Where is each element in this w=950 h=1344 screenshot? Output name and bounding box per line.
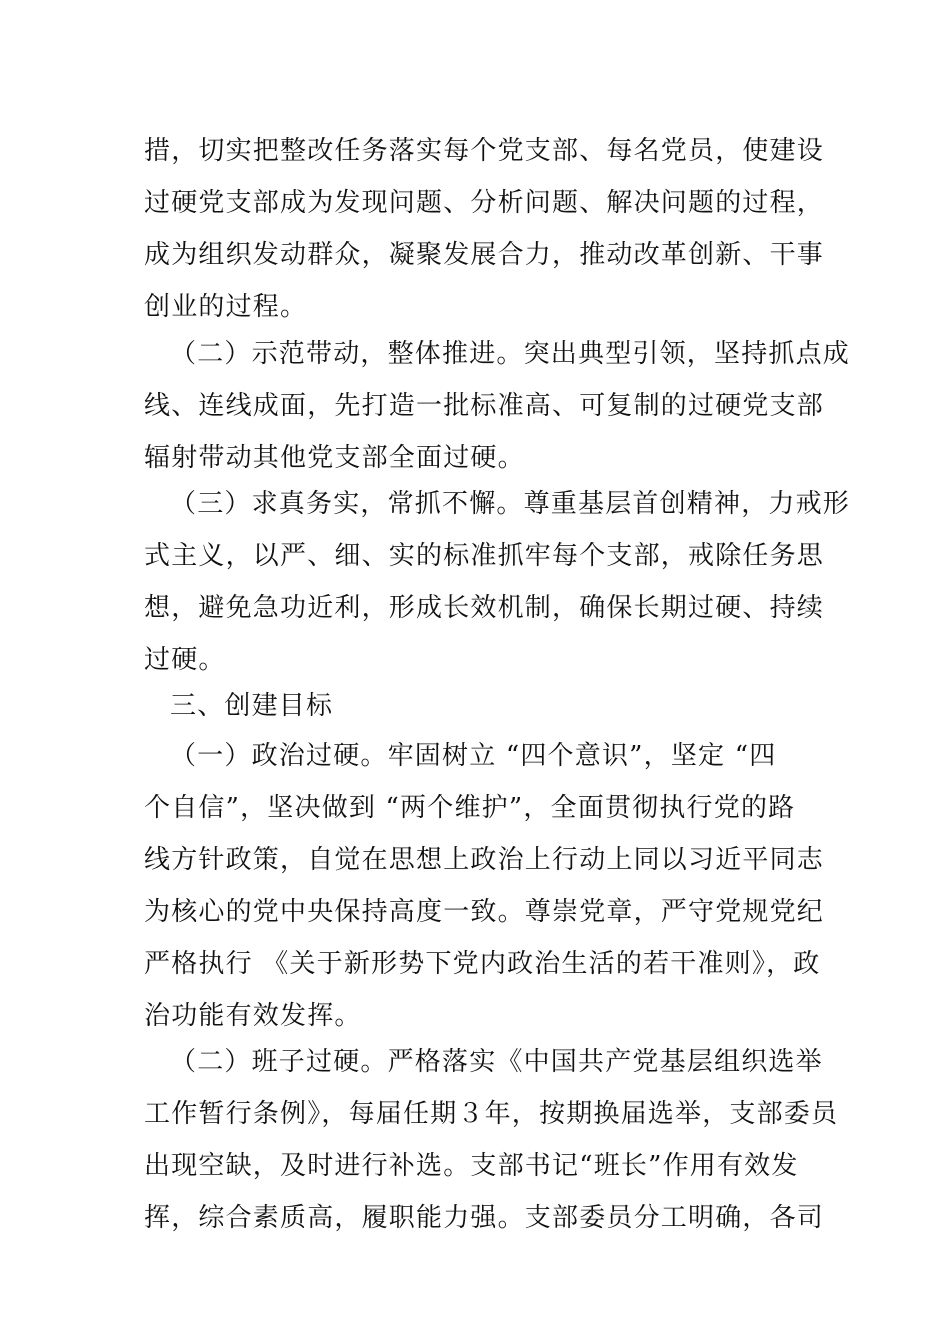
text-line: 式主义，以严、细、实的标准抓牢每个支部，戒除任务思: [144, 541, 825, 571]
text-line: 辐射带动其他党支部全面过硬。: [144, 443, 525, 473]
text-line: 想，避免急功近利，形成长效机制，确保长期过硬、持续: [144, 593, 825, 623]
text-line: 个自信”，坚决做到 “两个维护”，全面贯彻执行党的路: [144, 793, 796, 823]
text-line: 出现空缺，及时进行补选。支部书记“班长”作用有效发: [144, 1151, 799, 1181]
text-line: 为核心的党中央保持高度一致。尊崇党章，严守党规党纪: [144, 897, 825, 927]
text-line: 过硬党支部成为发现问题、分析问题、解决问题的过程，: [144, 188, 825, 218]
text-line: 成为组织发动群众，凝聚发展合力，推动改革创新、干事: [144, 240, 825, 270]
paragraph-heading-line: （二）示范带动，整体推进。突出典型引领，坚持抓点成: [170, 339, 851, 369]
text-line: 措，切实把整改任务落实每个党支部、每名党员，使建设: [144, 136, 825, 166]
text-line: 工作暂行条例》，每届任期３年，按期换届选举，支部委员: [144, 1099, 839, 1129]
paragraph-heading-line: （三）求真务实，常抓不懈。尊重基层首创精神，力戒形: [170, 489, 851, 519]
text-line: 创业的过程。: [144, 292, 308, 322]
text-line: 线、连线成面，先打造一批标准高、可复制的过硬党支部: [144, 391, 825, 421]
section-heading: 三、创建目标: [170, 691, 334, 721]
text-line: 挥，综合素质高，履职能力强。支部委员分工明确，各司: [144, 1203, 825, 1233]
text-line: 治功能有效发挥。: [144, 1001, 362, 1031]
paragraph-heading-line: （二）班子过硬。严格落实《中国共产党基层组织选举: [170, 1047, 823, 1077]
text-line: 严格执行 《关于新形势下党内政治生活的若干准则》，政: [144, 949, 821, 979]
text-line: 过硬。: [144, 645, 226, 675]
paragraph-heading-line: （一）政治过硬。牢固树立 “四个意识”，坚定 “四: [170, 741, 777, 771]
text-line: 线方针政策，自觉在思想上政治上行动上同以习近平同志: [144, 845, 825, 875]
